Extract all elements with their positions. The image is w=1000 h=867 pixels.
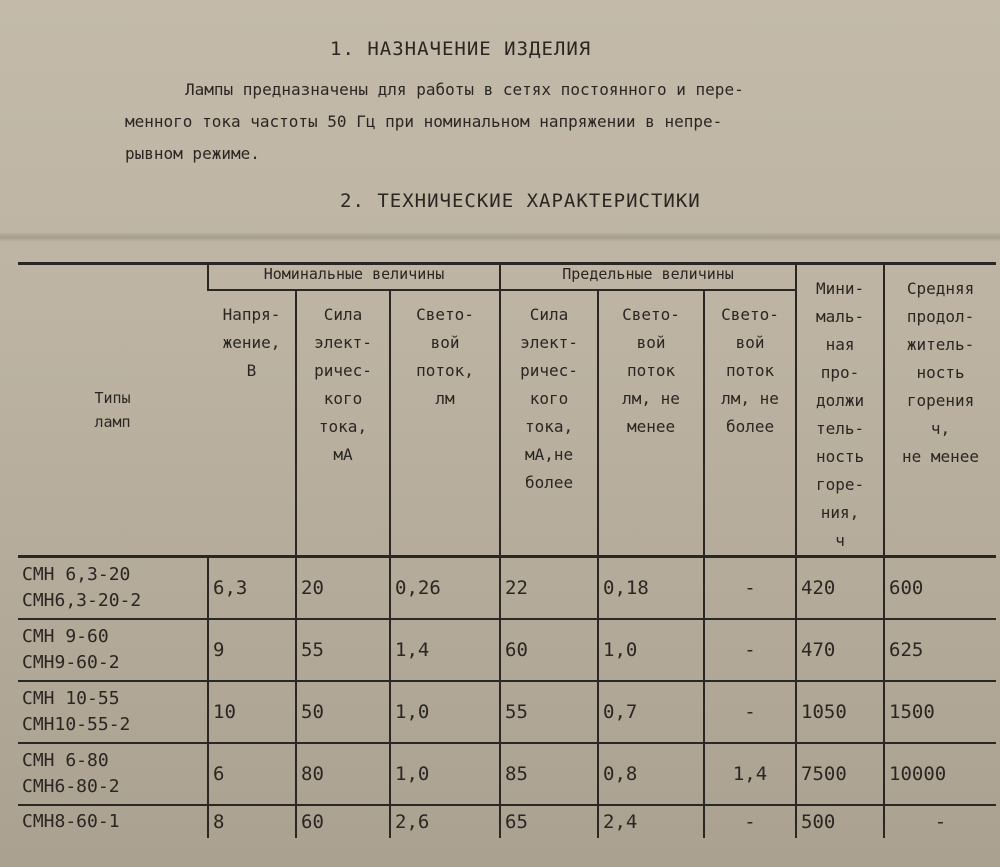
lamp-type-cell: СМН8-60-1 bbox=[18, 805, 208, 838]
current-nominal-cell: 50 bbox=[296, 681, 390, 743]
current-max-cell: 22 bbox=[500, 557, 598, 620]
table-row bbox=[18, 619, 996, 681]
flux-nominal-cell: 0,26 bbox=[390, 557, 500, 620]
flux-nominal-cell: 1,4 bbox=[390, 619, 500, 681]
specifications-table bbox=[18, 262, 996, 838]
flux-nominal-cell: 1,0 bbox=[390, 681, 500, 743]
min-life-cell: 500 bbox=[796, 805, 884, 838]
purpose-text-line-1: Лампы предназначены для работы в сетях постоянного и пере- bbox=[185, 80, 744, 99]
current-nominal-cell: 60 bbox=[296, 805, 390, 838]
header-flux-max: Свето- вой поток лм, не более bbox=[704, 290, 796, 556]
voltage-cell: 6,3 bbox=[208, 557, 296, 620]
flux-min-cell: 0,8 bbox=[598, 743, 704, 805]
flux-max-cell: - bbox=[704, 805, 796, 838]
lamp-type-cell: СМН 6,3-20 СМН6,3-20-2 bbox=[18, 557, 208, 620]
flux-min-cell: 2,4 bbox=[598, 805, 704, 838]
header-group-nominal: Номинальные величины bbox=[208, 264, 500, 291]
min-life-cell: 420 bbox=[796, 557, 884, 620]
flux-max-cell: - bbox=[704, 681, 796, 743]
header-current-max: Сила элект- ричес- кого тока, мА,не более bbox=[500, 290, 598, 556]
flux-nominal-cell: 1,0 bbox=[390, 743, 500, 805]
voltage-cell: 8 bbox=[208, 805, 296, 838]
table-row bbox=[18, 557, 996, 620]
header-group-limit: Предельные величины bbox=[500, 264, 796, 291]
current-max-cell: 55 bbox=[500, 681, 598, 743]
voltage-cell: 10 bbox=[208, 681, 296, 743]
avg-life-cell: 1500 bbox=[884, 681, 996, 743]
current-max-cell: 65 bbox=[500, 805, 598, 838]
flux-min-cell: 0,18 bbox=[598, 557, 704, 620]
purpose-text-line-3: рывном режиме. bbox=[125, 144, 260, 163]
current-nominal-cell: 55 bbox=[296, 619, 390, 681]
min-life-cell: 7500 bbox=[796, 743, 884, 805]
header-flux-min: Свето- вой поток лм, не менее bbox=[598, 290, 704, 556]
min-life-cell: 1050 bbox=[796, 681, 884, 743]
header-flux-nominal: Свето- вой поток, лм bbox=[390, 290, 500, 556]
lamp-type-cell: СМН 10-55 СМН10-55-2 bbox=[18, 681, 208, 743]
voltage-cell: 6 bbox=[208, 743, 296, 805]
current-nominal-cell: 80 bbox=[296, 743, 390, 805]
purpose-text-line-2: менного тока частоты 50 Гц при номинальном напряжении в непре- bbox=[125, 112, 723, 131]
avg-life-cell: 10000 bbox=[884, 743, 996, 805]
table-row bbox=[18, 805, 996, 838]
header-min-life: Мини- маль- ная про- должи тель- ность горе- ния, ч bbox=[796, 264, 884, 557]
section-1-title: 1. НАЗНАЧЕНИЕ ИЗДЕЛИЯ bbox=[330, 38, 592, 60]
header-row-groups bbox=[18, 264, 996, 291]
header-current-nominal: Сила элект- ричес- кого тока, мА bbox=[296, 290, 390, 556]
paper-fold-crease bbox=[0, 232, 1000, 242]
section-2-title: 2. ТЕХНИЧЕСКИЕ ХАРАКТЕРИСТИКИ bbox=[340, 190, 701, 212]
voltage-cell: 9 bbox=[208, 619, 296, 681]
flux-nominal-cell: 2,6 bbox=[390, 805, 500, 838]
current-max-cell: 85 bbox=[500, 743, 598, 805]
flux-max-cell: - bbox=[704, 619, 796, 681]
flux-min-cell: 1,0 bbox=[598, 619, 704, 681]
flux-min-cell: 0,7 bbox=[598, 681, 704, 743]
header-voltage: Напря- жение, В bbox=[208, 290, 296, 556]
lamp-type-cell: СМН 6-80 СМН6-80-2 bbox=[18, 743, 208, 805]
avg-life-cell: 625 bbox=[884, 619, 996, 681]
header-avg-life: Средняя продол- житель- ность горения ч, не менее bbox=[884, 264, 996, 557]
avg-life-cell: 600 bbox=[884, 557, 996, 620]
avg-life-cell: - bbox=[884, 805, 996, 838]
header-lamp-type: Типы ламп bbox=[18, 264, 208, 557]
current-max-cell: 60 bbox=[500, 619, 598, 681]
lamp-type-cell: СМН 9-60 СМН9-60-2 bbox=[18, 619, 208, 681]
flux-max-cell: 1,4 bbox=[704, 743, 796, 805]
current-nominal-cell: 20 bbox=[296, 557, 390, 620]
min-life-cell: 470 bbox=[796, 619, 884, 681]
flux-max-cell: - bbox=[704, 557, 796, 620]
table-row bbox=[18, 743, 996, 805]
table-row bbox=[18, 681, 996, 743]
